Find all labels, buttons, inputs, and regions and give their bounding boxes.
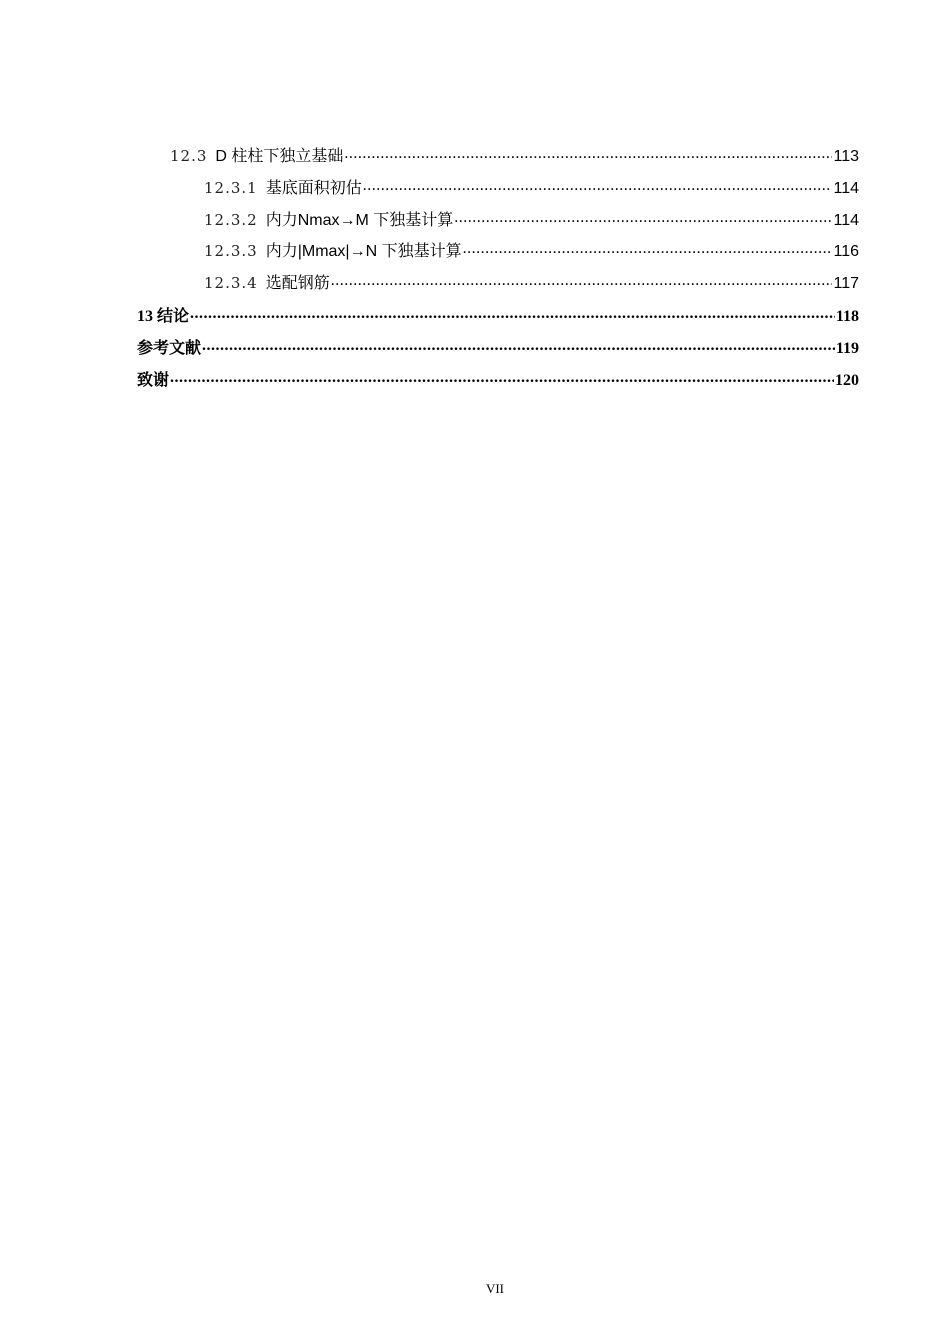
toc-entry-13-conclusion[interactable]: [137, 303, 859, 326]
toc-entry-title: 内力Nmax→M 下独基计算: [265, 212, 454, 229]
toc-entry-12-3[interactable]: [170, 143, 859, 166]
toc-entry-title: 内力|Mmax|→N 下独基计算: [265, 243, 462, 260]
page-number: VII: [485, 1281, 505, 1296]
dot-leader: [202, 337, 835, 353]
toc-entry-12-3-2[interactable]: [204, 207, 859, 230]
dot-leader: [463, 240, 833, 256]
toc-entry-title: 基底面积初估: [265, 180, 362, 197]
toc-entry-title: D 柱柱下独立基础: [215, 148, 344, 165]
toc-entry-page: 116: [833, 243, 859, 260]
toc-entry-page: 118: [835, 308, 859, 325]
toc-entry-page: 114: [833, 212, 859, 229]
dot-leader: [190, 305, 835, 321]
toc-entry-page: 119: [835, 340, 859, 357]
toc-entry-number: 12.3.2: [204, 211, 258, 229]
toc-entry-references[interactable]: [137, 335, 859, 358]
toc-entry-title: 致谢: [137, 372, 170, 389]
toc-entry-12-3-1[interactable]: [204, 175, 859, 198]
dot-leader: [363, 177, 833, 193]
toc-entry-12-3-4[interactable]: [204, 270, 859, 293]
toc-entry-number: 12.3.1: [204, 179, 258, 197]
toc-entry-number: 12.3.4: [204, 274, 258, 292]
toc-entry-title: 参考文献: [137, 340, 202, 357]
dot-leader: [344, 145, 832, 161]
toc-entry-page: 114: [833, 180, 859, 197]
toc-entry-number: 12.3: [170, 147, 208, 165]
dot-leader: [331, 272, 833, 288]
dot-leader: [454, 209, 832, 225]
toc-entry-title: 选配钢筋: [265, 275, 330, 292]
toc-entry-title: 13 结论: [137, 308, 190, 325]
toc-entry-acknowledgements[interactable]: [137, 367, 859, 390]
toc-entry-12-3-3[interactable]: [204, 238, 859, 261]
toc-entry-page: 113: [833, 148, 859, 165]
toc-entry-page: 120: [835, 372, 859, 389]
dot-leader: [170, 369, 834, 385]
toc-entry-number: 12.3.3: [204, 242, 258, 260]
toc-entry-page: 117: [833, 275, 859, 292]
page-footer: [40, 1281, 950, 1297]
